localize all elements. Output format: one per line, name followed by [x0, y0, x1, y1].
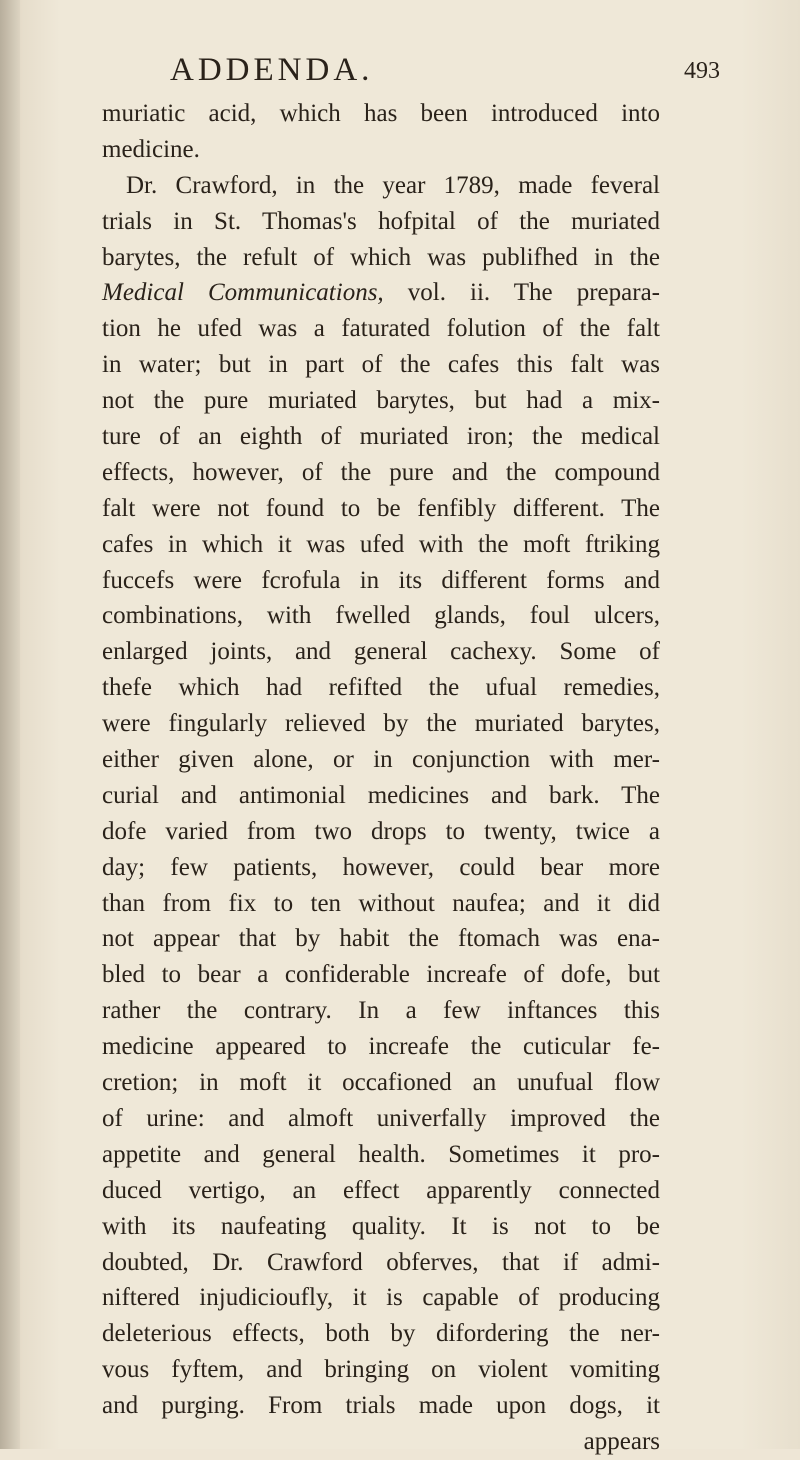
text-line: in water; but in part of the cafes this falt was [102, 351, 660, 379]
text-line: of urine: and almoft univerfally improved the [102, 1104, 660, 1132]
text-line [102, 275, 660, 311]
running-head: ADDENDA. [170, 52, 374, 88]
italic-title: Medical Communications, [102, 279, 384, 307]
text-line: medicine. [102, 135, 200, 163]
text-line: vous fyftem, and bringing on violent vomiting [102, 1356, 660, 1384]
text-line: cretion; in moft it occafioned an unufual flow [102, 1069, 660, 1097]
page-binding-edge [0, 0, 20, 1449]
text-line: medicine appeared to increafe the cuticular fe- [102, 1033, 660, 1061]
text-line: deleterious effects, both by difordering the ner- [102, 1320, 660, 1348]
text-line: trials in St. Thomas's hofpital of the muriated [102, 207, 660, 235]
page-header [60, 52, 720, 92]
text-line: not appear that by habit the ftomach was ena- [102, 925, 660, 953]
text-line: and purging. From trials made upon dogs, it [102, 1392, 660, 1420]
text-line: Dr. Crawford, in the year 1789, made feveral [126, 171, 660, 199]
body-text [102, 96, 660, 1460]
text-line: either given alone, or in conjunction with mer- [102, 746, 660, 774]
text-line: with its naufeating quality. It is not to be [102, 1212, 660, 1240]
text-line: doubted, Dr. Crawford obferves, that if admi- [102, 1248, 660, 1276]
text-line: dofe varied from two drops to twenty, twice a [102, 817, 660, 845]
text-line: tion he ufed was a faturated folution of the falt [102, 315, 660, 343]
text-line: curial and antimonial medicines and bark. The [102, 781, 660, 809]
catchword: appears [583, 1427, 660, 1455]
text-line: falt were not found to be fenfibly different. The [102, 494, 660, 522]
text-line: not the pure muriated barytes, but had a mix- [102, 387, 660, 415]
text-line: effects, however, of the pure and the compound [102, 458, 660, 486]
text-line: ture of an eighth of muriated iron; the medical [102, 423, 660, 451]
page-number: 493 [684, 58, 720, 84]
text-line: duced vertigo, an effect apparently connected [102, 1176, 660, 1204]
text-line: cafes in which it was ufed with the moft ftriking [102, 530, 660, 558]
text-segment: vol. ii. The prepara- [383, 279, 660, 307]
text-line: rather the contrary. In a few inftances this [102, 997, 660, 1025]
text-line: than from fix to ten without naufea; and it did [102, 889, 660, 917]
text-line: bled to bear a confiderable increafe of dofe, but [102, 961, 660, 989]
text-line: thefe which had refifted the ufual remedies, [102, 674, 660, 702]
text-line: appetite and general health. Sometimes it pro- [102, 1140, 660, 1168]
text-line: muriatic acid, which has been introduced into [102, 100, 660, 127]
text-line: fuccefs were fcrofula in its different forms and [102, 566, 660, 594]
text-line: niftered injudicioufly, it is capable of producing [102, 1284, 660, 1312]
text-line: enlarged joints, and general cachexy. Some of [102, 638, 660, 666]
text-line: were fingularly relieved by the muriated barytes, [102, 710, 660, 738]
text-line: day; few patients, however, could bear more [102, 853, 660, 881]
text-line: barytes, the refult of which was publifhed in the [102, 243, 660, 271]
text-line: combinations, with fwelled glands, foul ulcers, [102, 602, 660, 630]
